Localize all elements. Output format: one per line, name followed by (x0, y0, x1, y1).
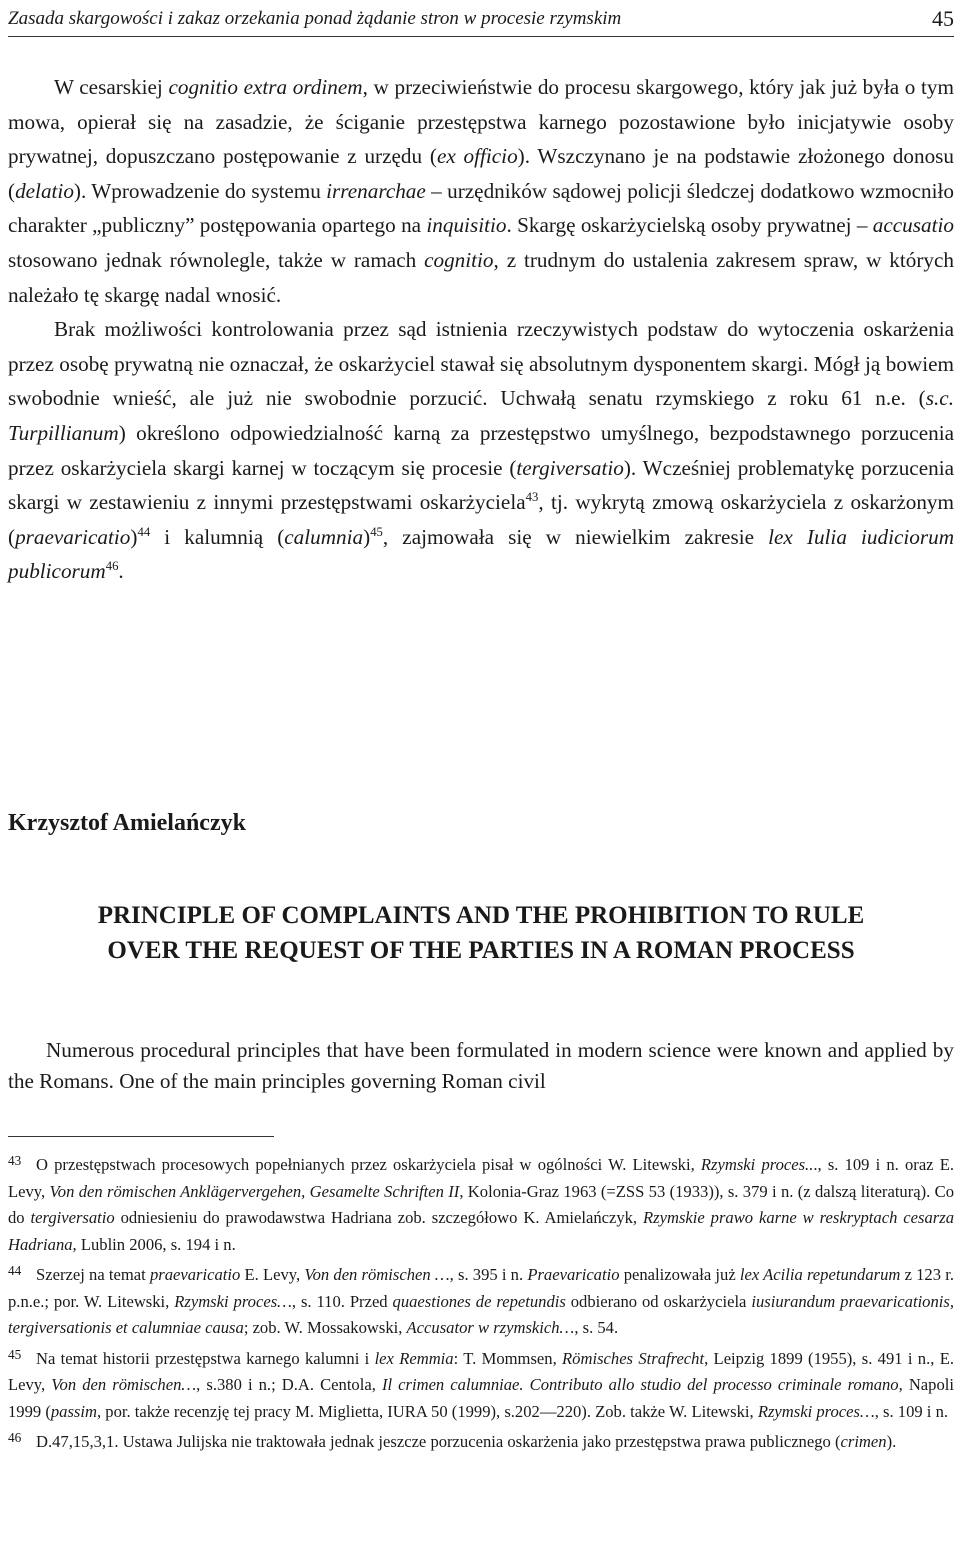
text-run: ) (363, 524, 371, 549)
text-run: , s.380 i n.; D.A. Centola, (196, 1375, 382, 1394)
text-run: , tj. wykrytą zmową oskarżyciela z oskarżonym ( (8, 490, 954, 549)
latin-term: cognitio extra ordinem (168, 75, 363, 99)
page-number: 45 (932, 6, 954, 31)
text-run: i kalumnią ( (150, 524, 285, 549)
text-run: ). Wprowadzenie do systemu (73, 178, 327, 203)
footnote-43 (8, 1148, 954, 1258)
abstract-text: Numerous procedural principles that have been formulated in modern science were known and applied by the Romans. One of the main principles governing Roman civil (8, 1038, 954, 1093)
running-title: Zasada skargowości i zakaz orzekania ponad żądanie stron w procesie rzymskim (8, 8, 622, 29)
text-run: , s. 54. (574, 1318, 619, 1337)
text-run: ; zob. W. Mossakowski, (243, 1318, 407, 1337)
text-run: , s. 109 i n. (874, 1401, 949, 1421)
citation-title: Römisches Strafrecht (562, 1348, 705, 1368)
latin-term: quaestiones de repetundis (392, 1291, 566, 1311)
latin-term: inquisitio (426, 213, 507, 238)
latin-term: tergiversatio (30, 1208, 115, 1227)
text-run: Brak możliwości kontrolowania przez sąd istnienia rzeczywistych podstaw do wytoczenia oskarżenia przez osobę prywatną nie oznaczał, że oskarżyciel stawał się absolutnym dysponentem skargi. Mógł ją bowiem swobodnie wnieść, ale już nie swobodnie porzucić. Uchwałą senatu rzymskiego z roku 61 n.e. ( (8, 317, 954, 411)
citation-title: Rzymski proces… (174, 1291, 292, 1311)
citation-title: Von den römischen… (51, 1375, 197, 1394)
latin-term: lex Iulia iudiciorum publicorum (8, 524, 954, 584)
english-title (8, 898, 954, 968)
latin-term: calumnia (284, 524, 364, 549)
text-run: ). (886, 1432, 897, 1451)
latin-term: passim (50, 1401, 97, 1421)
running-header (8, 2, 954, 37)
footnotes (8, 1148, 954, 1456)
text-run: odniesieniu do prawodawstwa Hadriana zob. szczegółowo K. Amielańczyk, (114, 1208, 643, 1227)
text-run: Szerzej na temat (36, 1265, 150, 1284)
citation-title: Rzymski proces.. (700, 1155, 814, 1174)
latin-term: lex Acilia repetundarum (739, 1265, 901, 1284)
latin-term: s.c. Turpillianum (8, 386, 954, 445)
title-line: PRINCIPLE OF COMPLAINTS AND THE PROHIBITION TO RULE (97, 902, 865, 929)
footnote-separator (8, 1136, 274, 1137)
footnote-45 (8, 1342, 954, 1426)
text-run: , Leipzig 1899 (1955), s. 491 i n., E. Levy, (8, 1348, 954, 1394)
latin-term: crimen (840, 1432, 887, 1451)
text-run: , zajmowała się w niewielkim zakresie (382, 524, 769, 549)
text-run: : T. Mommsen, (453, 1348, 563, 1368)
footnote-number: 46 (8, 1430, 22, 1445)
latin-term: Praevaricatio (527, 1265, 620, 1284)
latin-term: praevaricatio (149, 1265, 241, 1284)
text-run: ). Wcześniej problematykę porzucenia skargi w zestawieniu z innymi przestępstwami oskarżyciela (8, 455, 954, 515)
footnote-number: 43 (8, 1153, 22, 1168)
text-run: , Kolonia-Graz 1963 (=ZSS 53 (1933)), s. 379 i n. (z dalszą literaturą). Co do (8, 1181, 954, 1227)
text-run: . Skargę oskarżycielską osoby prywatnej – (506, 213, 873, 238)
footnote-ref: 45 (370, 524, 383, 539)
citation-title: Rzymskie prawo karne w reskryptach cesarza Hadriana (8, 1208, 954, 1254)
text-run: , w przeciwieństwie do procesu skargowego, który jak już była o tym mowa, opierał się na zasadzie, że ściganie przestępstwa karnego pozostawione było inicjatywie osoby prywatnej, dopuszczano postępowanie z urzędu ( (8, 75, 954, 169)
text-run: , Lublin 2006, s. 194 i n. (72, 1234, 236, 1254)
text-run: E. Levy, (240, 1265, 305, 1284)
main-text (8, 70, 954, 589)
text-run: z 123 r. p.n.e.; por. W. Litewski, (8, 1265, 954, 1311)
latin-term: tergiversatio (516, 455, 624, 480)
latin-term: lex Remmia (374, 1348, 454, 1368)
citation-title: Rzymski proces… (757, 1401, 875, 1421)
footnote-number: 44 (8, 1263, 22, 1278)
author-name: Krzysztof Amielańczyk (8, 810, 246, 836)
footnote-number: 45 (8, 1346, 22, 1362)
latin-term: iusiurandum praevaricationis, tergiversationis et calumniae causa (8, 1291, 954, 1337)
text-run: Na temat historii przestępstwa karnego kalumni i (36, 1348, 375, 1368)
citation-title: Accusator w rzymskich… (406, 1318, 575, 1337)
footnote-46 (8, 1425, 954, 1456)
paragraph-2 (8, 312, 954, 589)
text-run: ) (130, 524, 138, 549)
text-run: ., s. 109 i n. oraz E. Levy, (8, 1155, 954, 1201)
text-run: . (118, 559, 124, 584)
text-run: O przestępstwach procesowych popełnianych przez oskarżyciela pisał w ogólności W. Litewski, (36, 1155, 701, 1174)
latin-term: accusatio (872, 213, 954, 238)
footnote-ref: 44 (137, 524, 151, 539)
text-run: stosowano jednak równolegle, także w ramach (8, 247, 425, 272)
text-run: ) określono odpowiedzialność karną za przestępstwo umyślnego, bezpodstawnego porzucenia przez oskarżyciela skargi karnej w toczącym się procesie ( (8, 420, 954, 480)
latin-term: cognitio (424, 247, 494, 272)
text-run: W cesarskiej (54, 75, 169, 99)
text-run: – urzędników sądowej policji śledczej dodatkowo wzmocniło charakter „publiczny” postępowania opartego na (8, 178, 954, 238)
text-run: D.47,15,3,1. Ustawa Julijska nie traktowała jednak jeszcze porzucenia oskarżenia jako przestępstwa prawa publicznego ( (36, 1432, 841, 1451)
text-run: , Napoli 1999 ( (8, 1375, 954, 1421)
text-run: ). Wszczynano je na podstawie złożonego donosu ( (8, 144, 955, 203)
text-run: , por. także recenzję tej pracy M. Miglietta, IURA 50 (1999), s.202—220). Zob. także W. Litewski, (96, 1401, 758, 1421)
paragraph-1 (8, 70, 954, 312)
footnote-ref: 46 (105, 559, 119, 574)
latin-term: irrenarchae (326, 178, 426, 203)
footnote-ref: 43 (525, 490, 539, 505)
latin-term: ex officio (436, 144, 518, 169)
latin-term: praevaricatio (15, 524, 131, 549)
citation-title: Il crimen calumniae. Contributo allo studio del processo criminale romano (381, 1375, 899, 1394)
text-run: , s. 395 i n. (449, 1265, 528, 1284)
citation-title: Von den römischen Anklägervergehen, Gesamelte Schriften II (49, 1181, 460, 1201)
text-run: , s. 110. Przed (291, 1291, 393, 1311)
footnote-44 (8, 1258, 954, 1342)
title-line: OVER THE REQUEST OF THE PARTIES IN A ROMAN PROCESS (107, 937, 855, 964)
latin-term: delatio (15, 178, 74, 203)
text-run: , z trudnym do ustalenia zakresem spraw, w których należało tę skargę nadal wnosić. (8, 247, 954, 307)
citation-title: Von den römischen … (304, 1265, 450, 1284)
text-run: penalizowała już (619, 1265, 740, 1284)
text-run: odbierano od oskarżyciela (565, 1291, 752, 1311)
